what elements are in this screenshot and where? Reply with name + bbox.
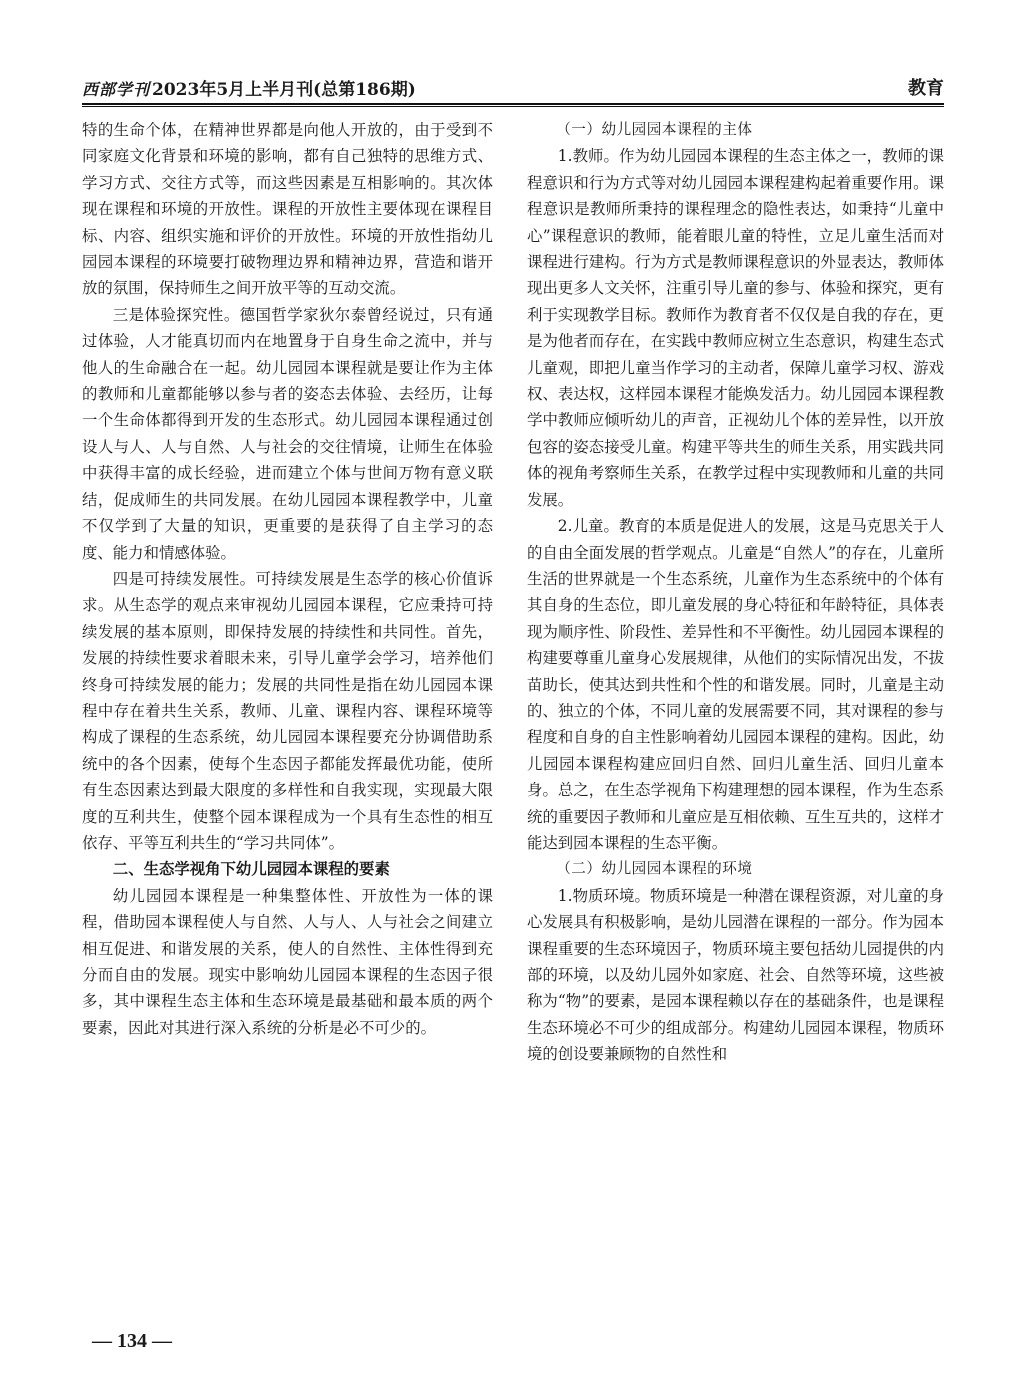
paragraph: 三是体验探究性。德国哲学家狄尔泰曾经说过，只有通过体验，人才能真切而内在地置身于自身生命之流中，并与他人的生命融合在一起。幼儿园园本课程就是要让作为主体的教师和儿童都能够以参与者的姿态去体验、去经历，让每一个生命体都得到开发的生态形式。幼儿园园本课程通过创设人与人、人与自然、人与社会的交往情境，让师生在体验中获得丰富的成长经验，进而建立个体与世间万物有意义联结，促成师生的共同发展。在幼儿园园本课程教学中，儿童不仅学到了大量的知识，更重要的是获得了自主学习的态度、能力和情感体验。 [82,305,493,562]
paragraph: 幼儿园园本课程是一种集整体性、开放性为一体的课程，借助园本课程使人与自然、人与人、人与社会之间建立相互促进、和谐发展的关系，使人的自然性、主体性得到充分而自由的发展。现实中影响幼儿园园本课程的生态因子很多，其中课程生态主体和生态环境是最基础和最本质的两个要素，因此对其进行深入系统的分析是必不可少的。 [82,886,493,1037]
paragraph: 2.儿童。教育的本质是促进人的发展，这是马克思关于人的自由全面发展的哲学观点。儿童是“自然人”的存在，儿童所生活的世界就是一个生态系统，儿童作为生态系统中的个体有其自身的生态位，即儿童发展的身心特征和年龄特征，具体表现为顺序性、阶段性、差异性和不平衡性。幼儿园园本课程的构建要尊重儿童身心发展规律，从他们的实际情况出发，不拔苗助长，使其达到共性和个性的和谐发展。同时，儿童是主动的、独立的个体，不同儿童的发展需要不同，其对课程的参与程度和自身的自主性影响着幼儿园园本课程的建构。因此，幼儿园园本课程构建应回归自然、回归儿童生活、回归儿童本身。总之，在生态学视角下构建理想的园本课程，作为生态系统的重要因子教师和儿童应是互相依赖、互生互共的，这样才能达到园本课程的生态平衡。 [527,517,944,852]
right-column [527,117,944,1068]
paragraph: 特的生命个体，在精神世界都是向他人开放的，由于受到不同家庭文化背景和环境的影响，都有自己独特的思维方式、学习方式、交往方式等，而这些因素是互相影响的。其次体现在课程和环境的开放性。课程的开放性主要体现在课程目标、内容、组织实施和评价的开放性。环境的开放性指幼儿园园本课程的环境要打破物理边界和精神边界，营造和谐开放的氛围，保持师生之间开放平等的互动交流。 [82,121,493,298]
journal-logo: 西部学刊 [82,80,151,99]
issue-label: 2023年5月上半月刊(总第186期) [152,80,416,100]
section-heading: 二、生态学视角下幼儿园园本课程的要素 [112,860,390,879]
section-label: 教育 [908,78,944,99]
header-rule [82,103,944,107]
running-header [82,72,944,100]
subsection-heading: （一）幼儿园园本课程的主体 [556,121,753,138]
paragraph: 1.教师。作为幼儿园园本课程的生态主体之一，教师的课程意识和行为方式等对幼儿园园本课程建构起着重要作用。课程意识是教师所秉持的课程理念的隐性表达，如秉持“儿童中心”课程意识的教师，能着眼儿童的特性，立足儿童生活而对课程进行建构。行为方式是教师课程意识的外显表达，教师体现出更多人文关怀，注重引导儿童的参与、体验和探究，更有利于实现教学目标。教师作为教育者不仅仅是自我的存在，更是为他者而存在，在实践中教师应树立生态意识，构建生态式儿童观，即把儿童当作学习的主动者，保障儿童学习权、游戏权、表达权，这样园本课程才能焕发活力。幼儿园园本课程教学中教师应倾听幼儿的声音，正视幼儿个体的差异性，以开放包容的姿态接受儿童。构建平等共生的师生关系，用实践共同体的视角考察师生关系，在教学过程中实现教师和儿童的共同发展。 [527,147,944,509]
paragraph: 1.物质环境。物质环境是一种潜在课程资源，对儿童的身心发展具有积极影响，是幼儿园潜在课程的一部分。作为园本课程重要的生态环境因子，物质环境主要包括幼儿园提供的内部的环境，以及幼儿园外如家庭、社会、自然等环境，这些被称为“物”的要素，是园本课程赖以存在的基础条件，也是课程生态环境必不可少的组成部分。构建幼儿园园本课程，物质环境的创设要兼顾物的自然性和 [527,886,944,1064]
paragraph: 四是可持续发展性。可持续发展是生态学的核心价值诉求。从生态学的观点来审视幼儿园园本课程，它应秉持可持续发展的基本原则，即保持发展的持续性和共同性。首先，发展的持续性要求着眼未来，引导儿童学会学习，培养他们终身可持续发展的能力；发展的共同性是指在幼儿园园本课程中存在着共生关系，教师、儿童、课程内容、课程环境等构成了课程的生态系统，幼儿园园本课程要充分协调借助系统中的各个因素，使每个生态因子都能发挥最优功能，使所有生态因素达到最大限度的多样性和自我实现，实现最大限度的互利共生，使整个园本课程成为一个具有生态性的相互依存、平等互利共生的“学习共同体”。 [82,569,493,852]
subsection-heading: （二）幼儿园园本课程的环境 [556,860,753,878]
page-number: — 134 — [92,1330,172,1352]
journal-issue-info [82,75,416,100]
left-column [82,117,493,1041]
